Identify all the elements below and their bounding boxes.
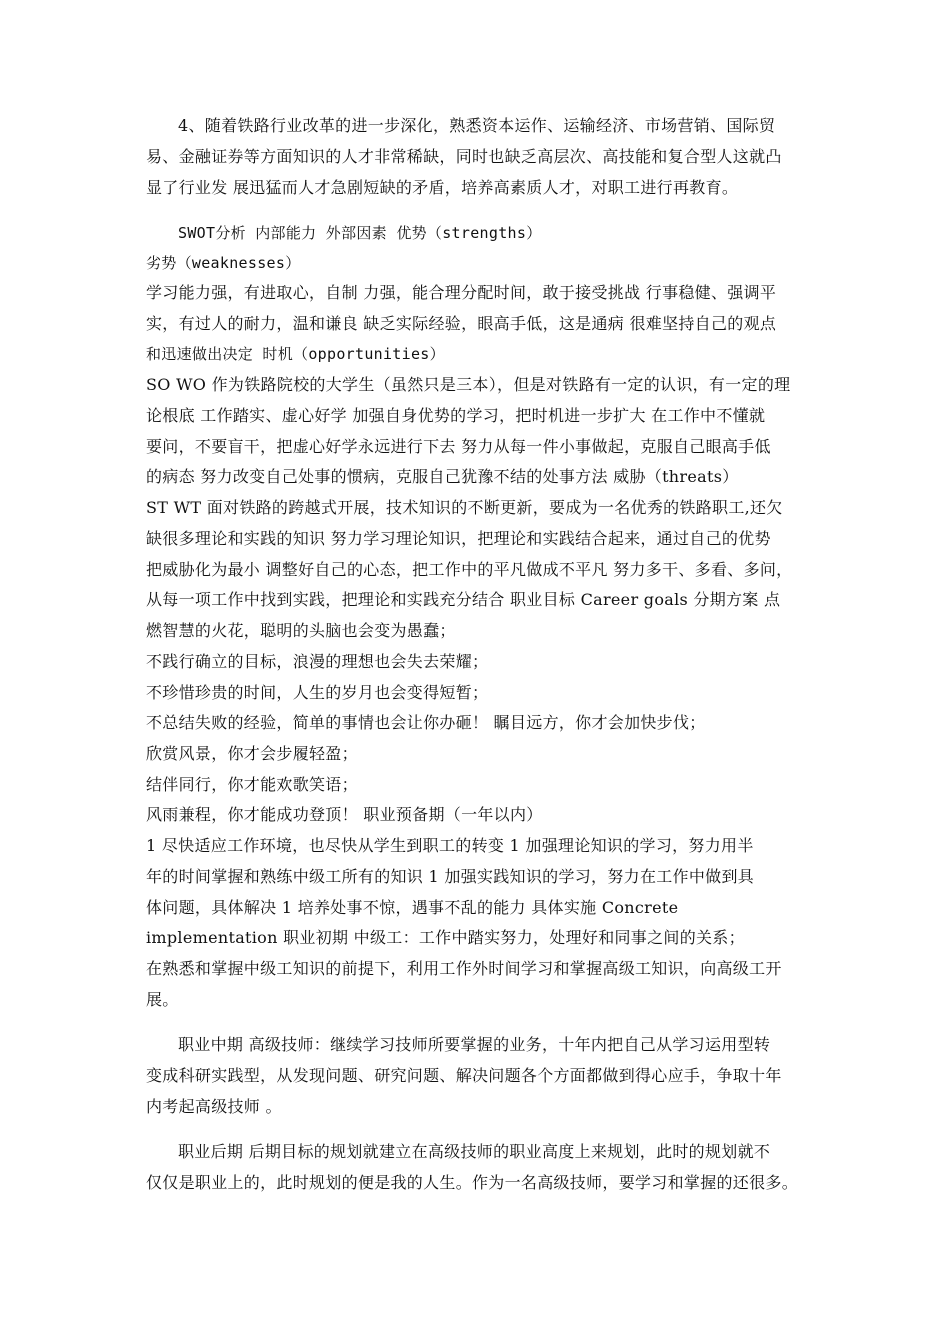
paragraph-line: 和迅速做出决定 时机（opportunities） — [146, 345, 445, 363]
paragraph-line: 展。 — [146, 990, 179, 1009]
paragraph-line: 职业中期 高级技师：继续学习技师所要掌握的业务，十年内把自己从学习运用型转 — [178, 1035, 771, 1054]
paragraph-line: implementation 职业初期 中级工：工作中踏实努力，处理好和同事之间的关系； — [146, 928, 745, 947]
paragraph-line: 从每一项工作中找到实践，把理论和实践充分结合 职业目标 Career goals 分期方案 点 — [146, 590, 781, 609]
paragraph-line: 体问题，具体解决 1 培养处事不惊，遇事不乱的能力 具体实施 Concrete — [146, 898, 679, 917]
paragraph-line: 在熟悉和掌握中级工知识的前提下，利用工作外时间学习和掌握高级工知识，向高级工开 — [146, 959, 782, 978]
paragraph-line: 实，有过人的耐力，温和谦良 缺乏实际经验，眼高手低，这是通病 很难坚持自己的观点 — [146, 314, 777, 333]
paragraph-line: 劣势（weaknesses） — [146, 254, 301, 272]
paragraph-line: 不总结失败的经验，简单的事情也会让你办砸！ 瞩目远方，你才会加快步伐； — [146, 713, 706, 732]
paragraph-line: 1 尽快适应工作环境，也尽快从学生到职工的转变 1 加强理论知识的学习，努力用半 — [146, 836, 754, 855]
paragraph-line: 结伴同行，你才能欢歌笑语； — [146, 775, 358, 794]
paragraph-line: 不践行确立的目标，浪漫的理想也会失去荣耀； — [146, 652, 489, 671]
paragraph-line: 的病态 努力改变自己处事的惯病，克服自己犹豫不结的处事方法 威胁（threats） — [146, 467, 739, 486]
paragraph-line: 内考起高级技师 。 — [146, 1097, 282, 1116]
paragraph-line: 风雨兼程，你才能成功登顶！ 职业预备期（一年以内） — [146, 805, 543, 824]
paragraph-line: 学习能力强，有进取心，自制 力强，能合理分配时间，敢于接受挑战 行事稳健、强调平 — [146, 283, 777, 302]
paragraph-line: 要问，不要盲干，把虚心好学永远进行下去 努力从每一件小事做起，克服自己眼高手低 — [146, 437, 771, 456]
paragraph-line: SWOT分析 内部能力 外部因素 优势（strengths） — [178, 224, 542, 242]
paragraph-line: 欣赏风景，你才会步履轻盈； — [146, 744, 358, 763]
paragraph-line: 把威胁化为最小 调整好自己的心态，把工作中的平凡做成不平凡 努力多干、多看、多问， — [146, 560, 793, 579]
paragraph-line: 变成科研实践型，从发现问题、研究问题、解决问题各个方面都做到得心应手，争取十年 — [146, 1066, 782, 1085]
paragraph-line: 不珍惜珍贵的时间，人生的岁月也会变得短暂； — [146, 683, 489, 702]
paragraph-line: 4、随着铁路行业改革的进一步深化，熟悉资本运作、运输经济、市场营销、国际贸 — [178, 116, 776, 135]
paragraph-line: 燃智慧的火花，聪明的头脑也会变为愚蠢； — [146, 621, 456, 640]
paragraph-line: 易、金融证券等方面知识的人才非常稀缺，同时也缺乏高层次、高技能和复合型人这就凸 — [146, 147, 782, 166]
paragraph-line: 缺很多理论和实践的知识 努力学习理论知识，把理论和实践结合起来，通过自己的优势 — [146, 529, 771, 548]
paragraph-line: 年的时间掌握和熟练中级工所有的知识 1 加强实践知识的学习，努力在工作中做到具 — [146, 867, 755, 886]
paragraph-line: 仅仅是职业上的，此时规划的便是我的人生。作为一名高级技师，要学习和掌握的还很多。 — [146, 1173, 799, 1192]
paragraph-line: 论根底 工作踏实、虚心好学 加强自身优势的学习，把时机进一步扩大 在工作中不懂就 — [146, 406, 766, 425]
paragraph-line: 职业后期 后期目标的规划就建立在高级技师的职业高度上来规划，此时的规划就不 — [178, 1142, 771, 1161]
paragraph-line: 显了行业发 展迅猛而人才急剧短缺的矛盾，培养高素质人才，对职工进行再教育。 — [146, 178, 739, 197]
paragraph-line: ST WT 面对铁路的跨越式开展，技术知识的不断更新，要成为一名优秀的铁路职工,还欠 — [146, 498, 783, 517]
paragraph-line: SO WO 作为铁路院校的大学生（虽然只是三本），但是对铁路有一定的认识，有一定的理 — [146, 375, 791, 394]
